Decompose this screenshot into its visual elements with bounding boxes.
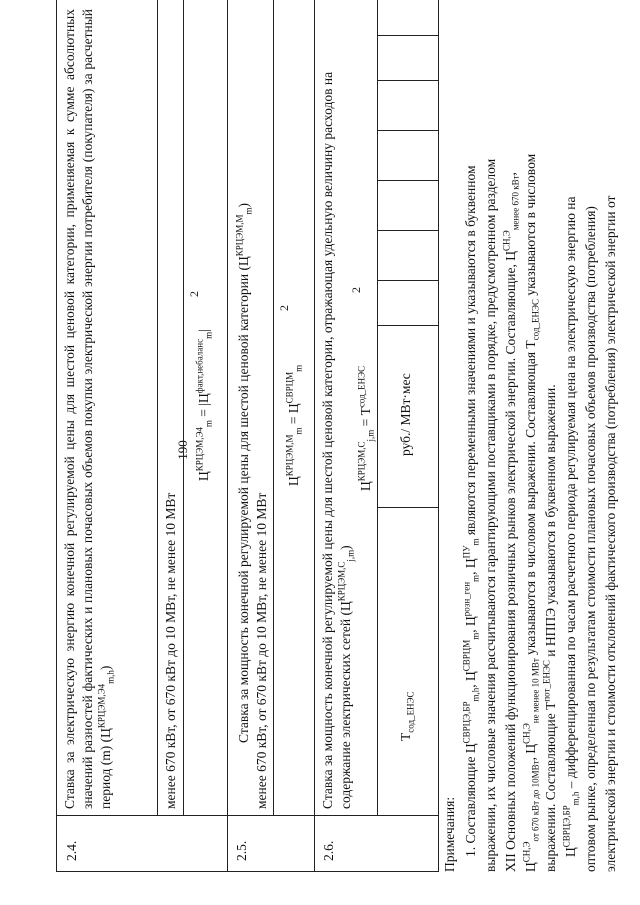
row-formula: $Ц^{КРЦЭМ,М}_m = Ц^{СВРЦМ}_m$ [284, 364, 304, 486]
row-sub-header: менее 670 кВт, от 670 кВт до 10 МВт, не менее 10 МВт [254, 492, 269, 809]
page-number: 190 [175, 440, 190, 460]
notes-line: $Ц^{СВРЦЭ,БР}_{m,h}$ – дифференцированная по часам расчетного периода регулируемая цена на электрическую энергию на [561, 196, 581, 857]
row-number: 2.5. [234, 840, 249, 861]
tariff-table [56, 0, 439, 872]
notes-line: 1. Составляющие $Ц^{СВРЦЭ,БР}_{m,h}$, $Ц^{СВРЦМ}_m$, $Ц^{розн\_ген}_m$, $Ц^{ПУ}_m$ являются переменными значениями и указываются в буквенном [461, 165, 481, 857]
footnote-mark: 2 [349, 287, 363, 293]
notes-line: выражении, их числовые значения рассчитываются гарантирующими поставщиками в порядке, предусмотренном разделом [483, 158, 498, 872]
notes-heading: Примечания: [442, 796, 457, 872]
row-label: $Т_{сод\_ЕНЭС}$ [398, 691, 416, 741]
footnote-mark: 2 [277, 305, 291, 311]
row-number: 2.4. [64, 840, 79, 861]
footnote-mark: 2 [187, 291, 201, 297]
row-title: Ставка за мощность конечной регулируемой цены для шестой ценовой категории, отражающая удельную величину расходов на содержание электрических сетей $(Ц^{КРЦЭМ,С}_{j,m})$ [320, 71, 356, 809]
row-title: Ставка за мощность конечной регулируемой цены для шестой ценовой категории $(Ц^{КРЦЭМ,М}_m)$ [234, 203, 254, 743]
row-formula: $Ц^{КРЦЭМ,С}_{j,m} = Т^{сод\_ЕНЭС}$ [356, 365, 376, 491]
row-number: 2.6. [321, 840, 336, 861]
row-formula: $Ц^{КРЦЭМ,Э4}_m = |Ц^{факт,небаланс}_m|$ [194, 329, 214, 481]
unit-cell: руб./ МВт·мес [398, 373, 413, 456]
row-sub-header: менее 670 кВт, от 670 кВт до 10 МВт, не менее 10 МВт [163, 492, 178, 809]
notes-line: оптовом рынке, определенная по результатам стоимости плановых почасовых объемов производства (потребления) [583, 206, 598, 872]
notes-line: $Ц^{СН,Э}_{от 670 кВт до 10МВт}$, $Ц^{СН,Э}_{не менее 10 МВт}$ указываются в числовом выражении. Составляющая $Т_{сод\_ЕНЭС}$ указываются в числовом [521, 153, 541, 872]
notes-line: электрической энергии и стоимости отклонений фактического производства (потребления) электрической энергии от [603, 195, 618, 872]
row-title: Ставка за электрическую энергию конечной регулируемой цены для шестой ценовой категории, применяемая к сумме абсолютных значений разностей фактических и плановых почасовых объемов покупки электрической энергии потребителя (покупателя) за расчетный период (m) $(Ц^{КРЦЭМ,Э4}_{m,h})$ [62, 9, 116, 809]
notes-line: выражении. Составляющие $Т^{пот\_ЕНЭС}$ и НППЭ указываются в буквенном выражении. [541, 384, 558, 872]
notes-line: XII Основных положений функционирования розничных рынков электрической энергии. Составляющие, $Ц^{СН,Э}_{менее 670 кВт}$, [501, 172, 521, 872]
